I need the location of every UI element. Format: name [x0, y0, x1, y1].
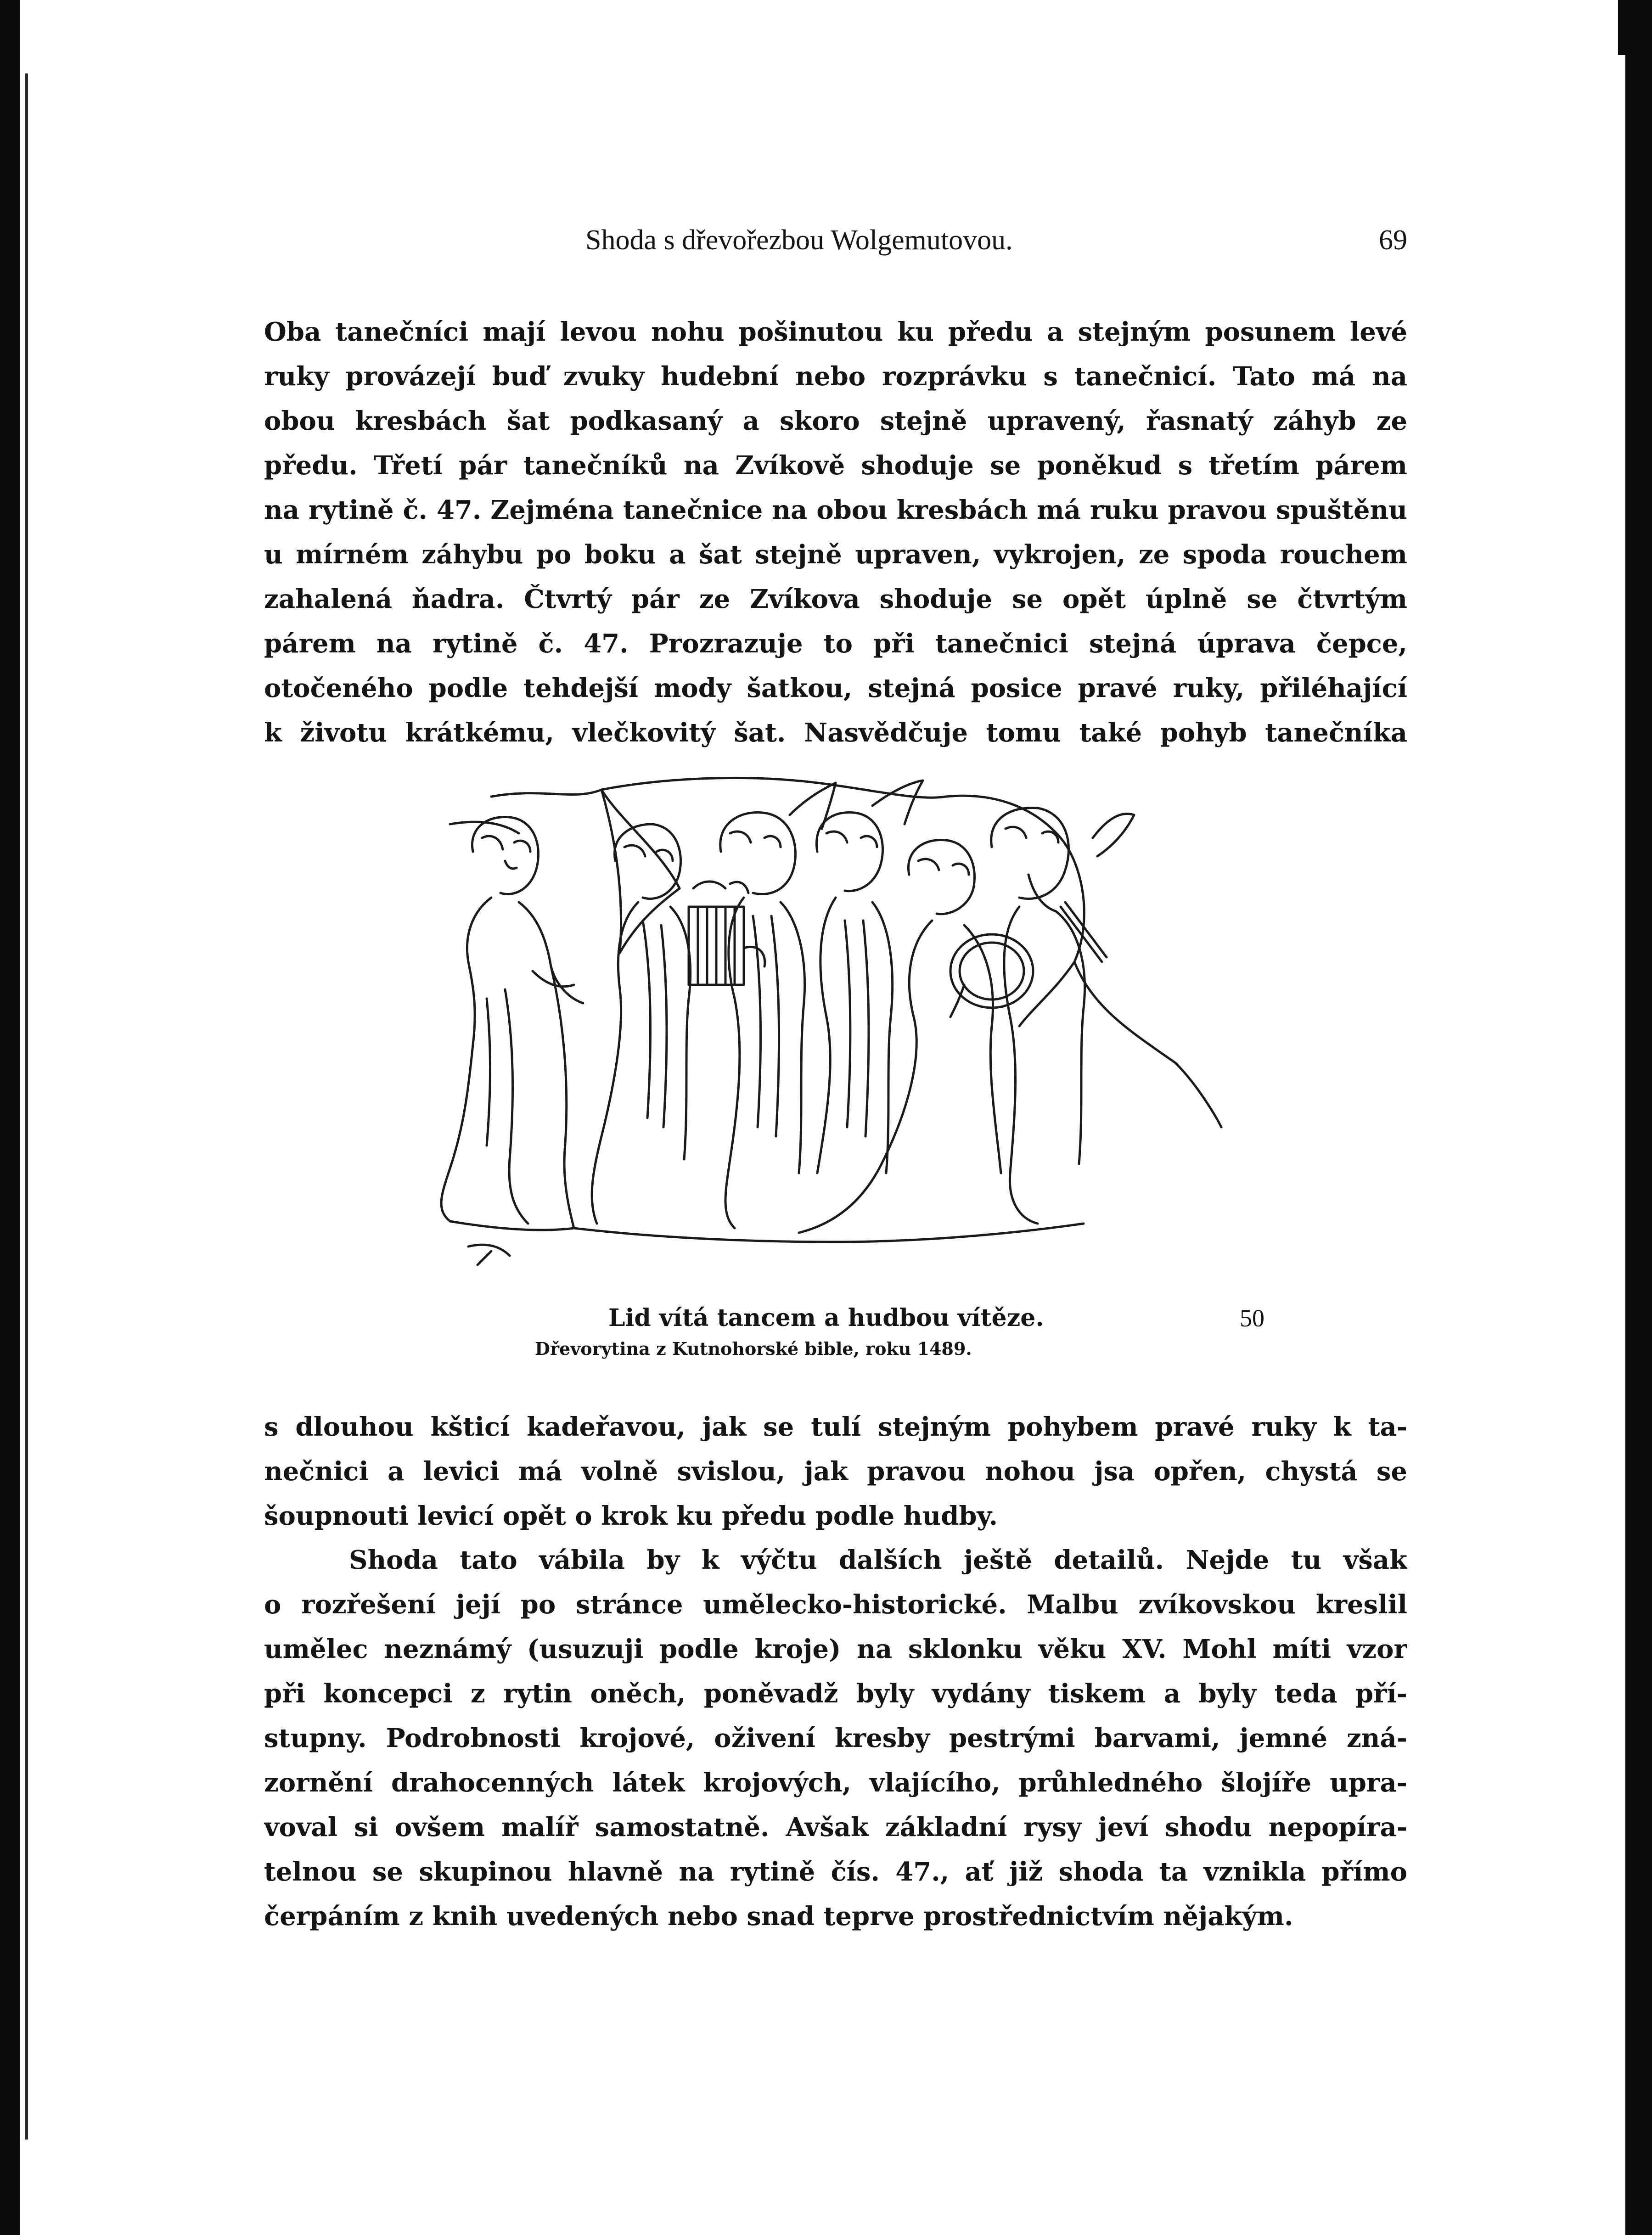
running-head-title: Shoda s dřevořezbou Wolgemutovou. [585, 225, 1013, 256]
text-line: šoupnouti levicí opět o krok ku předu podle hudby. [264, 1501, 998, 1531]
scan-border-right [1625, 0, 1652, 2235]
figure-source: Dřevorytina z Kutnohorské bible, roku 1489. [535, 1338, 972, 1359]
woodcut-illustration [422, 769, 1240, 1267]
text-line: stupny. Podrobnosti krojové, oživení kresby pestrými barvami, jemné zná- [264, 1723, 1407, 1753]
paragraph-2 [264, 1405, 1407, 1539]
paragraph-1 [264, 310, 1407, 755]
text-line: obou kresbách šat podkasaný a skoro stejně upravený, řasnatý záhyb ze [264, 406, 1407, 436]
text-line: umělec neznámý (usuzuji podle kroje) na sklonku věku XV. Mohl míti vzor [264, 1634, 1407, 1664]
running-head [264, 222, 1407, 258]
text-line: předu. Třetí pár tanečníků na Zvíkově shoduje se poněkud s třetím párem [264, 450, 1407, 481]
figure-number: 50 [1240, 1304, 1264, 1332]
text-line: u mírném záhybu po boku a šat stejně upraven, vykrojen, ze spoda rouchem [264, 539, 1407, 570]
figure-caption: Lid vítá tancem a hudbou vítěze. [608, 1304, 1044, 1332]
text-line: zornění drahocenných látek krojových, vlajícího, průhledného šlojíře upra- [264, 1768, 1407, 1798]
text-line: nečnici a levici má volně svislou, jak pravou nohou jsa opřen, chystá se [264, 1456, 1407, 1487]
text-line: při koncepci z rytin oněch, poněvadž byly vydány tiskem a byly teda pří- [264, 1679, 1407, 1709]
text-line: na rytině č. 47. Zejména tanečnice na obou kresbách má ruku pravou spuštěnu [264, 495, 1407, 525]
scan-gap-left [20, 0, 25, 2235]
text-line: voval si ovšem malíř samostatně. Avšak základní rysy jeví shodu nepopíra- [264, 1812, 1407, 1842]
paragraph-3 [264, 1538, 1407, 1939]
scan-border-right-corner [1618, 0, 1625, 55]
text-line: k životu krátkému, vlečkovitý šat. Nasvědčuje tomu také pohyb tanečníka [264, 718, 1407, 748]
text-line: telnou se skupinou hlavně na rytině čís. 47., ať již shoda ta vznikla přímo [264, 1857, 1407, 1887]
text-line: otočeného podle tehdejší mody šatkou, stejná posice pravé ruky, přiléhající [264, 673, 1407, 703]
scan-border-left [0, 0, 20, 2235]
text-line: Shoda tato vábila by k výčtu dalších ještě detailů. Nejde tu však [349, 1545, 1407, 1575]
text-line: zahalená ňadra. Čtvrtý pár ze Zvíkova shoduje se opět úplně se čtvrtým [264, 584, 1407, 614]
page-number: 69 [1379, 225, 1407, 256]
text-line: o rozřešení její po stránce umělecko-historické. Malbu zvíkovskou kreslil [264, 1589, 1407, 1620]
scan-binding-line [25, 73, 28, 2140]
text-line: párem na rytině č. 47. Prozrazuje to při tanečnici stejná úprava čepce, [264, 629, 1407, 659]
text-line: Oba tanečníci mají levou nohu pošinutou ku předu a stejným posunem levé [264, 317, 1407, 347]
text-line: čerpáním z knih uvedených nebo snad teprve prostřednictvím nějakým. [264, 1901, 1293, 1932]
text-line: ruky provázejí buď zvuky hudební nebo rozprávku s tanečnicí. Tato má na [264, 361, 1407, 392]
text-line: s dlouhou kšticí kadeřavou, jak se tulí stejným pohybem pravé ruky k ta- [264, 1412, 1407, 1442]
